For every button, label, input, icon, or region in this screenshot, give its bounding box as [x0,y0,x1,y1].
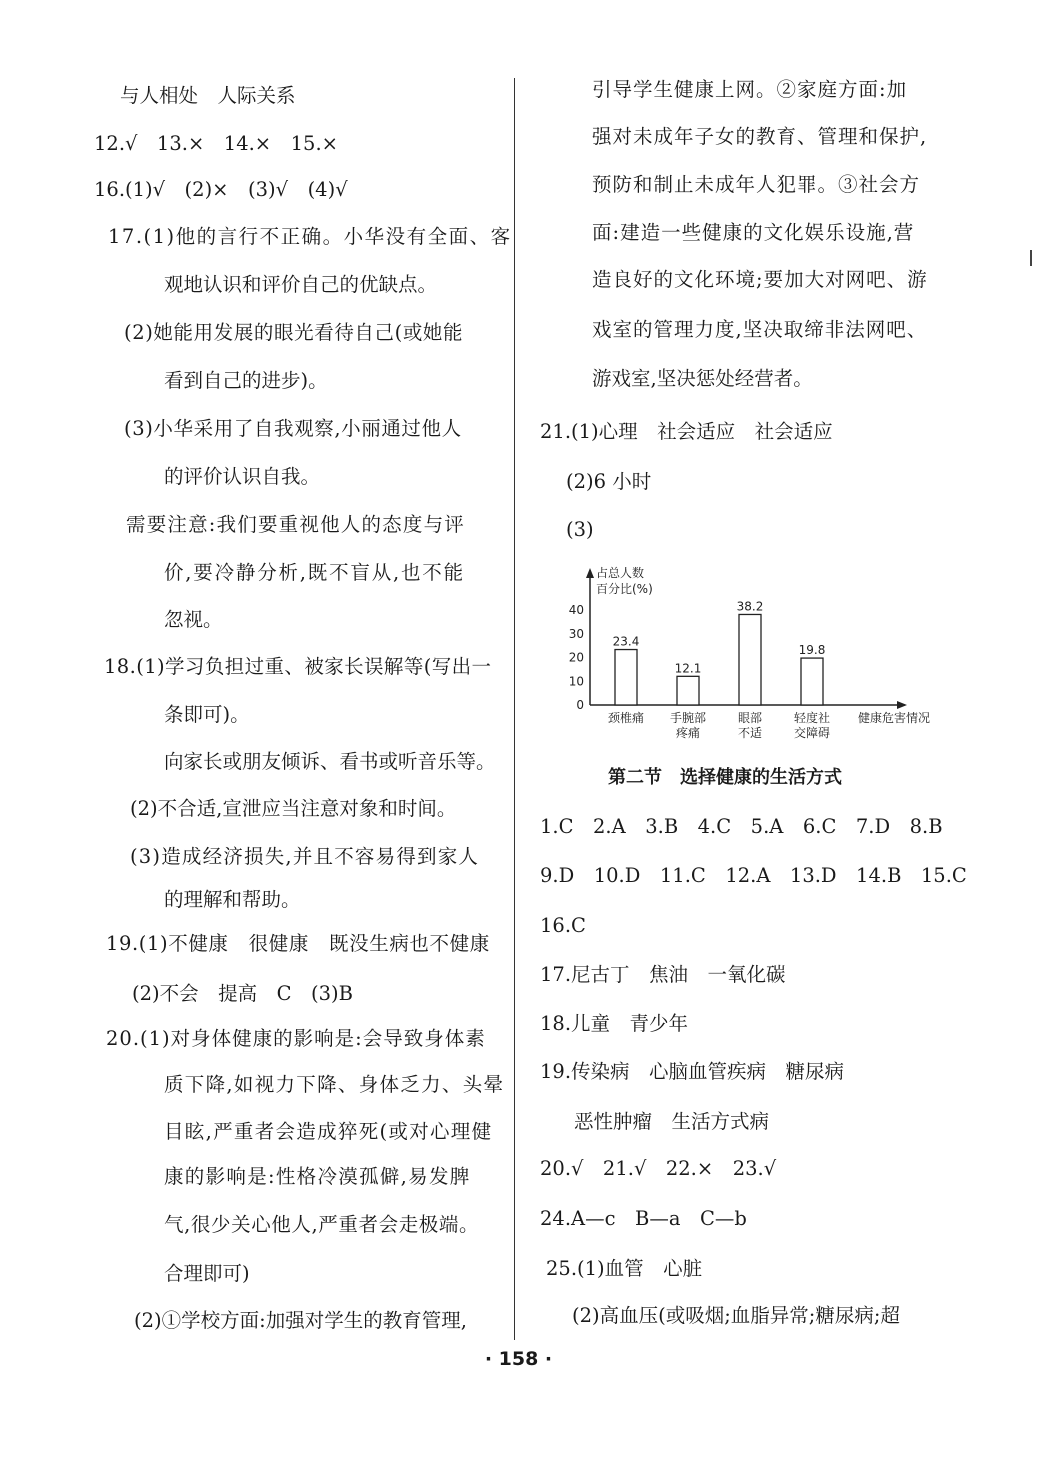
text-line: 预防和制止未成年人犯罪。③社会方 [592,173,921,196]
text-line: 向家长或朋友倾诉、看书或听音乐等。 [164,750,496,773]
x-tick-label: 交障碍 [793,726,831,740]
bar [615,650,637,705]
x-axis-arrow [897,701,907,709]
bar-value-label: 23.4 [612,634,640,649]
text-line: (3) [566,518,594,541]
text-line: 19.传染病 心脑血管疾病 糖尿病 [540,1060,845,1083]
bar [677,676,699,705]
text-line: 戏室的管理力度,坚决取缔非法网吧、 [592,318,928,341]
text-line: 17.尼古丁 焦油 一氧化碳 [540,963,786,986]
y-tick-label: 10 [568,674,584,689]
text-line: (3)造成经济损失,并且不容易得到家人 [130,845,480,868]
text-line: 21.(1)心理 社会适应 社会适应 [540,420,833,443]
text-line: 18.(1)学习负担过重、被家长误解等(写出一 [104,655,492,678]
bar-value-label: 19.8 [798,643,826,658]
text-line: 面:建造一些健康的文化娱乐设施,营 [592,221,915,244]
y-axis-label: 百分比(%) [596,582,653,596]
text-line: 12.√ 13.× 14.× 15.× [94,132,338,155]
text-line: (2)①学校方面:加强对学生的教育管理, [134,1309,467,1332]
text-line: 16.C [540,914,586,937]
x-tick-label: 不适 [737,726,763,740]
bar [739,614,761,705]
text-line: 引导学生健康上网。②家庭方面:加 [592,78,908,101]
text-line: 需要注意:我们要重视他人的态度与评 [126,513,465,536]
text-line: 强对未成年子女的教育、管理和保护, [592,125,928,148]
x-tick-label: 眼部 [737,711,763,725]
text-line: 看到自己的进步)。 [164,369,328,392]
text-line: 24.A—c B—a C—b [540,1207,747,1230]
y-tick-label: 20 [568,650,584,665]
text-line: 合理即可) [164,1262,250,1285]
text-line: 的评价认识自我。 [164,465,321,488]
bar-chart [560,562,950,752]
text-line: 忽视。 [164,608,223,631]
section-heading: 第二节 选择健康的生活方式 [608,767,842,788]
text-line: 1.C 2.A 3.B 4.C 5.A 6.C 7.D 8.B [540,815,943,838]
y-axis-arrow [586,568,594,578]
y-tick-label: 40 [568,603,584,618]
bar-value-label: 38.2 [736,599,764,614]
text-line: 19.(1)不健康 很健康 既没生病也不健康 [106,932,490,955]
text-line: 条即可)。 [164,703,250,726]
text-line: 20.(1)对身体健康的影响是:会导致身体素 [106,1027,486,1050]
text-line: 质下降,如视力下降、身体乏力、头晕 [164,1073,505,1096]
text-line: 的理解和帮助。 [164,888,301,911]
edge-mark [1030,250,1032,266]
x-axis-label: 健康危害情况 [858,711,931,725]
text-line: 9.D 10.D 11.C 12.A 13.D 14.B 15.C [540,864,967,887]
bar [801,658,823,705]
text-line: 20.√ 21.√ 22.× 23.√ [540,1157,777,1180]
text-line: 气,很少关心他人,严重者会走极端。 [164,1213,480,1236]
text-line: 造良好的文化环境;要加大对网吧、游 [592,268,928,291]
text-line: 观地认识和评价自己的优缺点。 [164,273,438,296]
text-line: 康的影响是:性格冷漠孤僻,易发脾 [164,1165,471,1188]
x-tick-label: 轻度社 [793,711,831,725]
text-line: (2)她能用发展的眼光看待自己(或她能 [124,321,464,344]
text-line: 价,要冷静分析,既不盲从,也不能 [164,561,465,584]
text-line: (2)6 小时 [566,470,652,493]
text-line: (3)小华采用了自我观察,小丽通过他人 [124,417,462,440]
text-line: 恶性肿瘤 生活方式病 [574,1110,770,1133]
y-tick-label: 30 [568,626,584,641]
text-line: (2)不合适,宣泄应当注意对象和时间。 [130,797,457,820]
text-line: 25.(1)血管 心脏 [546,1257,703,1280]
text-line: (2)不会 提高 C (3)B [132,982,353,1005]
text-line: 目眩,严重者会造成猝死(或对心理健 [164,1120,493,1143]
y-tick-label: 0 [576,698,584,712]
y-axis-label: 占总人数 [596,566,645,580]
text-line: 16.(1)√ (2)× (3)√ (4)√ [94,178,348,201]
chart-bars [608,599,830,740]
page-number: · 158 · [484,1348,553,1370]
x-tick-label: 手腕部 [669,711,707,725]
column-divider [514,78,515,1340]
x-tick-label: 疼痛 [675,726,701,740]
text-line: 游戏室,坚决惩处经营者。 [592,367,813,390]
bar-value-label: 12.1 [674,661,702,676]
x-tick-label: 颈椎痛 [607,711,645,725]
text-line: (2)高血压(或吸烟;血脂异常;糖尿病;超 [572,1304,900,1327]
text-line: 与人相处 人际关系 [120,84,296,107]
text-line: 18.儿童 青少年 [540,1012,689,1035]
text-line: 17.(1)他的言行不正确。小华没有全面、客 [108,225,512,248]
